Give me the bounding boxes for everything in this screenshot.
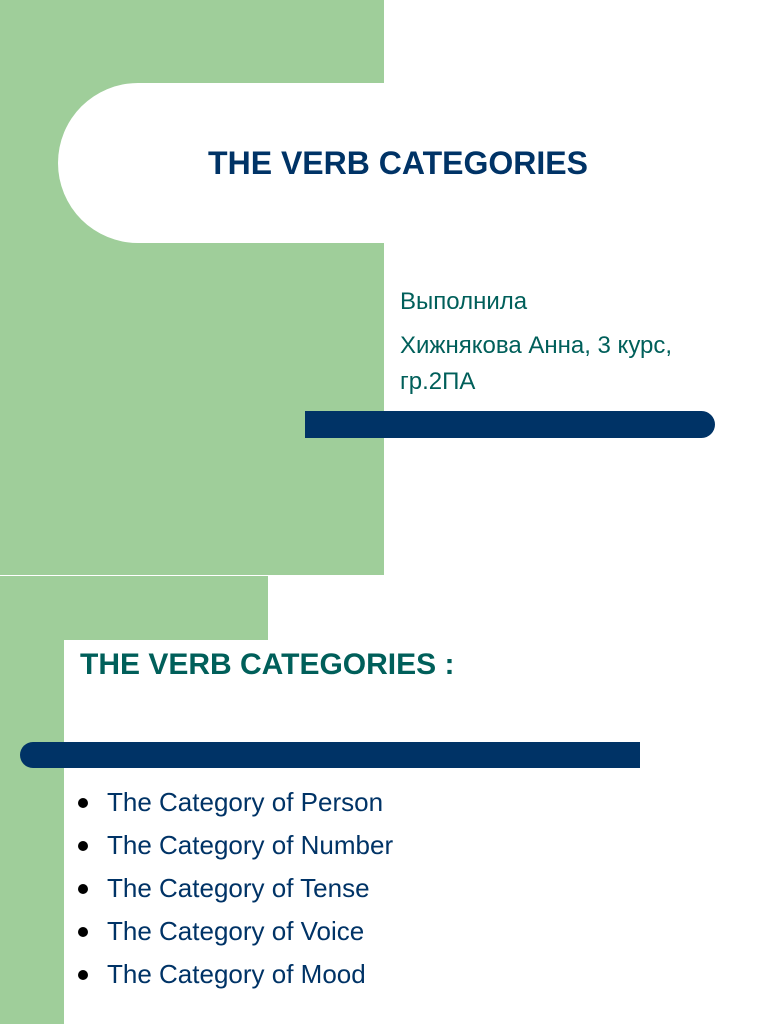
- accent-bar: [305, 411, 715, 438]
- list-item-text: The Category of Voice: [107, 916, 365, 946]
- list-item-text: The Category of Tense: [107, 873, 370, 903]
- slide-subtitle: [400, 284, 720, 408]
- bullet-icon: [78, 884, 88, 894]
- accent-bar: [20, 742, 640, 768]
- list-item: [78, 910, 678, 953]
- list-item: [78, 953, 678, 996]
- subtitle-line: Выполнила: [400, 288, 528, 315]
- subtitle-line: Хижнякова Анна, 3 курс, гр.2ПА: [400, 332, 673, 395]
- bullet-icon: [78, 927, 88, 937]
- slide-title: THE VERB CATEGORIES: [208, 144, 588, 181]
- list-item: [78, 867, 678, 910]
- bullet-icon: [78, 798, 88, 808]
- bullet-list: [78, 781, 678, 996]
- slide-2: [0, 576, 768, 1024]
- list-item-text: The Category of Mood: [107, 959, 366, 989]
- white-panel-top: [268, 576, 768, 640]
- list-item: [78, 781, 678, 824]
- list-item: [78, 824, 678, 867]
- slide-title: THE VERB CATEGORIES :: [80, 648, 455, 681]
- list-item-text: The Category of Person: [107, 787, 384, 817]
- bullet-icon: [78, 970, 88, 980]
- list-item-text: The Category of Number: [107, 830, 394, 860]
- bullet-icon: [78, 841, 88, 851]
